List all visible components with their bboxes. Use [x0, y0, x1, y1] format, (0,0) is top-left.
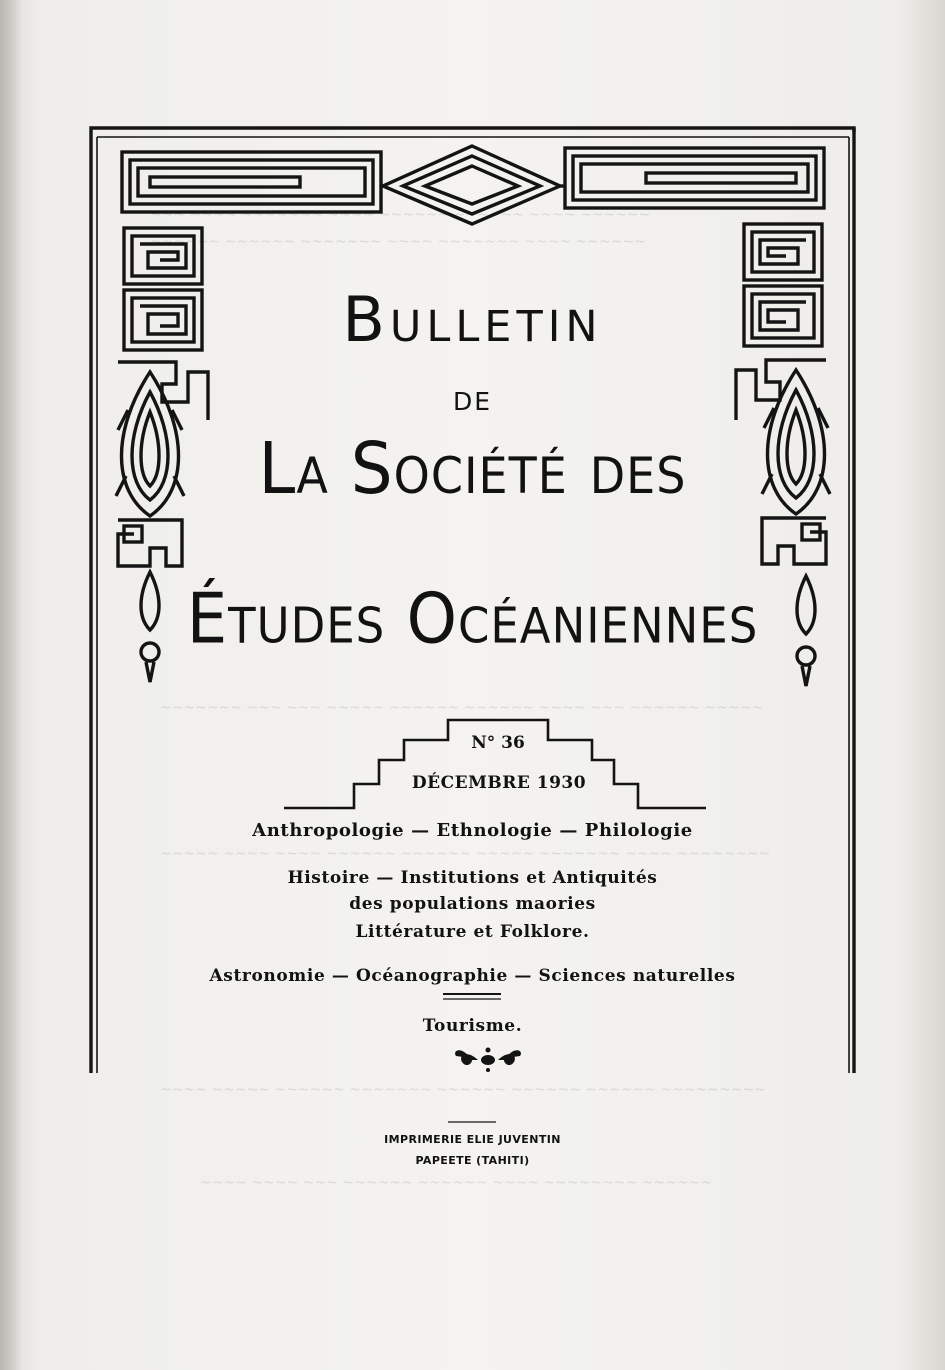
topic-line-6: Tourisme. [422, 1016, 523, 1036]
issue-number: N° 36 [471, 733, 525, 753]
printer-name: IMPRIMERIE ELIE JUVENTIN [384, 1133, 561, 1146]
masthead-etudes: Études Océaniennes [186, 580, 759, 660]
masthead-bulletin: Bulletin [342, 283, 603, 356]
masthead-societe: La Société des [258, 426, 687, 511]
topic-line-4: Littérature et Folklore. [355, 922, 590, 942]
masthead-de: de [452, 378, 493, 419]
printer-city: PAPEETE (TAHITI) [415, 1154, 530, 1167]
topic-line-3: des populations maories [349, 894, 596, 914]
issue-date: DÉCEMBRE 1930 [411, 773, 587, 793]
topic-line-2: Histoire — Institutions et Antiquités [287, 868, 658, 888]
topic-line-1: Anthropologie — Ethnologie — Philologie [252, 820, 693, 841]
topic-line-5: Astronomie — Océanographie — Sciences naturelles [209, 966, 736, 986]
